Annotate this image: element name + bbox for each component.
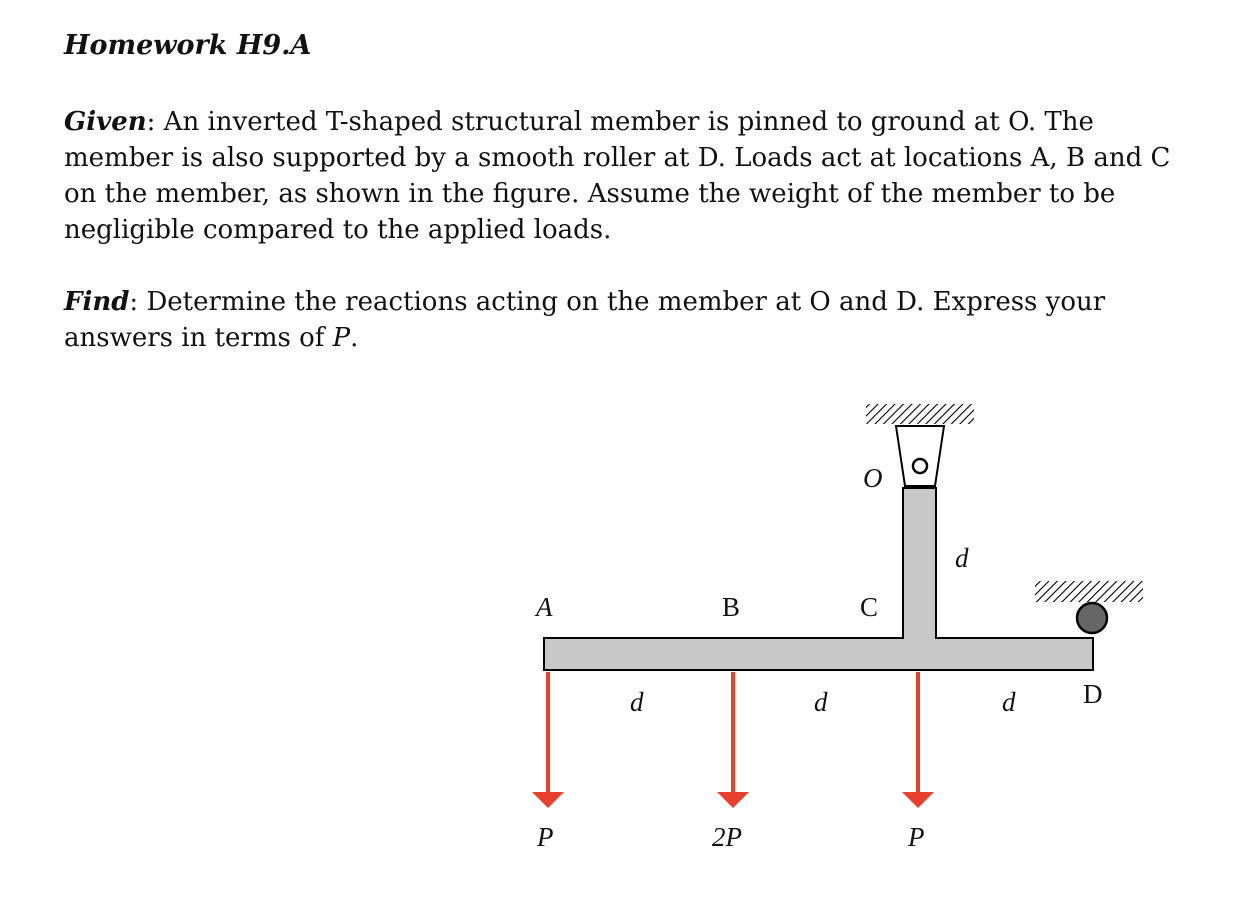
load-arrow-C xyxy=(902,672,934,808)
dim-label: d xyxy=(630,687,644,717)
dim-label: d xyxy=(955,543,969,573)
given-label: Given xyxy=(64,107,147,137)
ground-hatch-right xyxy=(1035,581,1143,602)
label-A: A xyxy=(536,592,553,622)
pin-O xyxy=(913,459,927,473)
label-D: D xyxy=(1083,679,1103,709)
find-text-end: . xyxy=(350,323,359,353)
load-label-A: P xyxy=(537,822,554,852)
t-member xyxy=(544,488,1093,670)
given-text: : An inverted T-shaped structural member is pinned to ground at O. The member is also supported by a smooth roller at D. Loads act at locations A, B and C on the member, as shown in the figure. Assume the weight of the member to be negligible compared to the applied loads. xyxy=(64,107,1171,245)
ground-hatch-top xyxy=(866,404,974,424)
label-O: O xyxy=(863,463,883,493)
pin-bracket xyxy=(896,426,944,486)
label-C: C xyxy=(860,592,879,622)
load-arrow-A xyxy=(532,672,564,808)
load-arrow-B xyxy=(717,672,749,808)
load-label-B: 2P xyxy=(712,822,742,852)
roller-D xyxy=(1077,603,1107,633)
homework-title: Homework H9.A xyxy=(64,30,312,61)
find-text: : Determine the reactions acting on the member at O and D. Express your answers in terms of xyxy=(64,287,1106,353)
find-label: Find xyxy=(64,287,130,317)
label-B: B xyxy=(722,592,741,622)
load-label-C: P xyxy=(908,822,925,852)
find-variable: P xyxy=(332,323,351,353)
dim-label: d xyxy=(814,687,828,717)
dim-label: d xyxy=(1002,687,1016,717)
